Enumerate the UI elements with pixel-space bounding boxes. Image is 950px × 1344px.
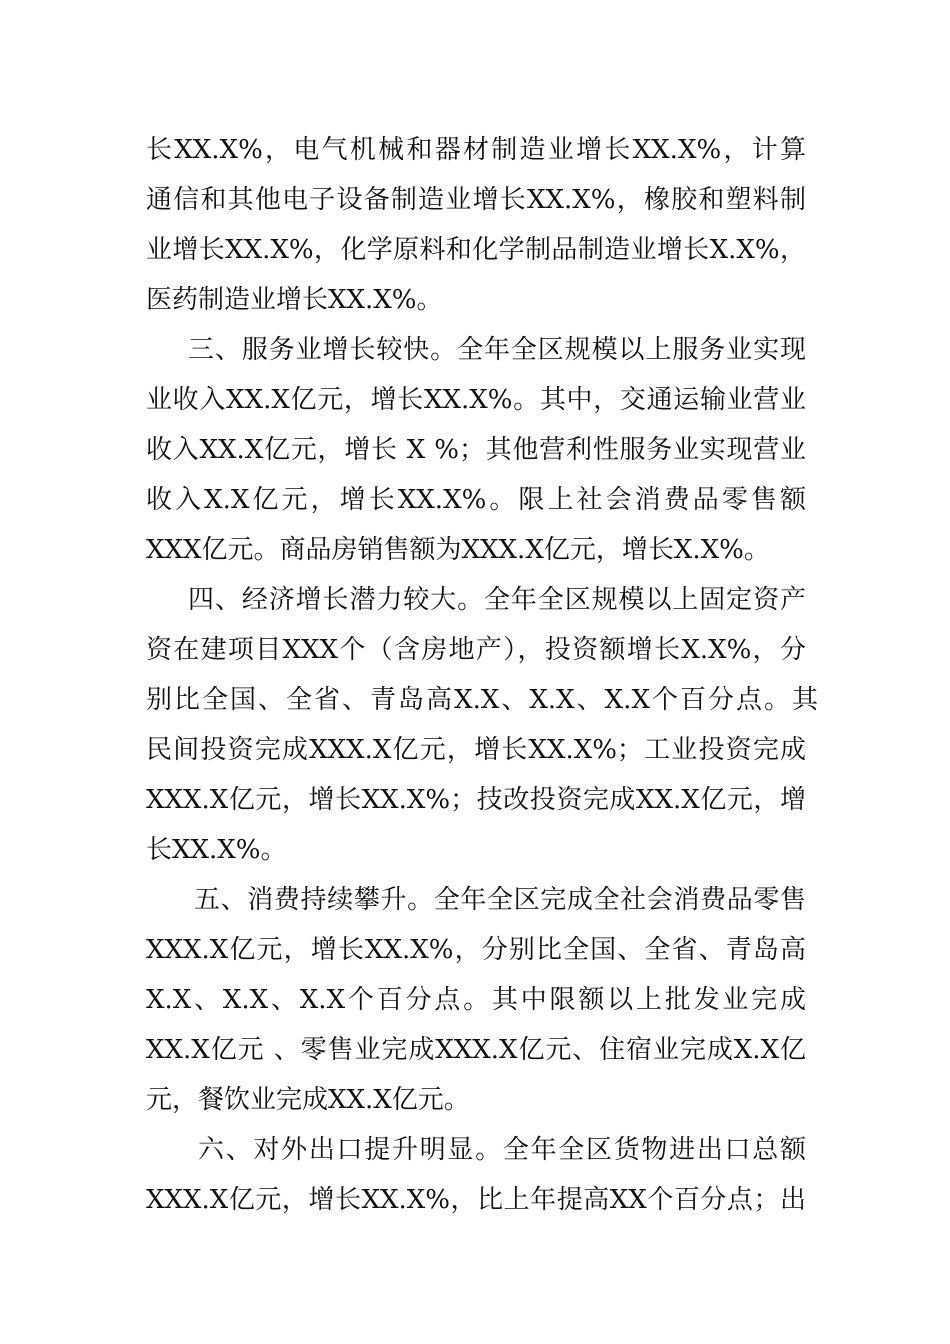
paragraph-line: XXX.X亿元，增长XX.X%，分别比全国、全省、青岛高 xyxy=(146,935,806,965)
paragraph-line: 业增长XX.X%，化学原料和化学制品制造业增长X.X%， xyxy=(146,235,806,265)
paragraph-line: XX.X亿元 、零售业完成XXX.X亿元、住宿业完成X.X亿 xyxy=(146,1035,806,1065)
paragraph-line: 民间投资完成XXX.X亿元，增长XX.X%；工业投资完成 xyxy=(146,735,806,765)
paragraph-line: 别比全国、全省、青岛高X.X、X.X、X.X个百分点。其 xyxy=(146,685,818,715)
paragraph-line: 资在建项目XXX个（含房地产），投资额增长X.X%，分 xyxy=(146,635,806,665)
paragraph-line: 业收入XX.X亿元，增长XX.X%。其中，交通运输业营业 xyxy=(146,385,806,415)
paragraph-line: 长XX.X%。 xyxy=(146,835,287,865)
paragraph-line: 医药制造业增长XX.X%。 xyxy=(146,285,443,315)
section-heading-line: 五、消费持续攀升。全年全区完成全社会消费品零售 xyxy=(194,885,806,915)
paragraph-line: XXX.X亿元，增长XX.X%；技改投资完成XX.X亿元，增 xyxy=(146,785,806,815)
paragraph-line: XXX.X亿元，增长XX.X%，比上年提高XX个百分点；出 xyxy=(146,1185,806,1215)
section-heading-line: 六、对外出口提升明显。全年全区货物进出口总额 xyxy=(198,1135,806,1165)
paragraph-line: X.X、X.X、X.X个百分点。其中限额以上批发业完成 xyxy=(146,985,806,1015)
paragraph-line: 元，餐饮业完成XX.X亿元。 xyxy=(146,1085,470,1115)
section-heading-line: 三、服务业增长较快。全年全区规模以上服务业实现 xyxy=(188,335,806,365)
paragraph-line: XXX亿元。商品房销售额为XXX.X亿元，增长X.X%。 xyxy=(146,535,770,565)
section-heading-line: 四、经济增长潜力较大。全年全区规模以上固定资产 xyxy=(188,585,806,615)
paragraph-line: 长XX.X%，电气机械和器材制造业增长XX.X%，计算 xyxy=(146,135,806,165)
paragraph-line: 通信和其他电子设备制造业增长XX.X%，橡胶和塑料制 xyxy=(146,185,806,215)
paragraph-line: 收入X.X亿元，增长XX.X%。限上社会消费品零售额 xyxy=(146,485,806,515)
paragraph-line: 收入XX.X亿元，增长 X %；其他营利性服务业实现营业 xyxy=(146,435,806,465)
